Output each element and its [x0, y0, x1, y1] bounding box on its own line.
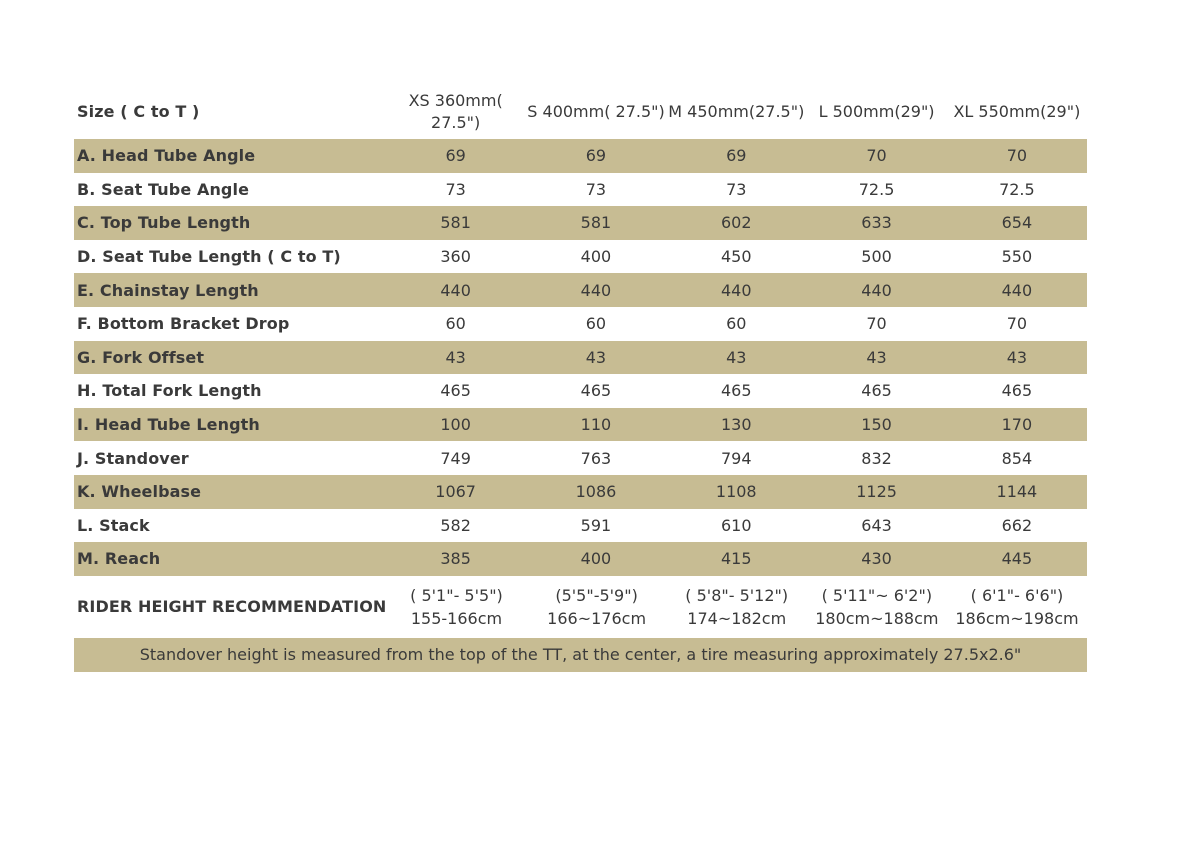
cell-value: 360 — [440, 247, 471, 267]
table-row — [74, 240, 1087, 274]
cell-value: 440 — [861, 280, 892, 300]
rider-height-imperial: (5'5"-5'9") — [555, 585, 638, 605]
cell-value: 43 — [445, 347, 466, 367]
cell-value: 43 — [866, 347, 887, 367]
table-row — [74, 542, 1087, 576]
cell-value: 440 — [440, 280, 471, 300]
rider-height-s — [527, 584, 667, 630]
cell-value: 385 — [440, 549, 471, 569]
row-label: E. Chainstay Length — [77, 280, 259, 300]
cell-value: 633 — [861, 213, 892, 233]
cell-value: 150 — [861, 415, 892, 435]
cell-value: 400 — [580, 247, 612, 267]
table-row — [74, 307, 1087, 341]
cell-value: 465 — [720, 381, 752, 401]
cell-value: 73 — [585, 179, 607, 199]
rider-height-metric: 174~182cm — [687, 608, 787, 628]
cell-value: 130 — [720, 415, 752, 435]
cell-value: 430 — [861, 549, 892, 569]
cell-value: 581 — [580, 213, 612, 233]
cell-value: 60 — [585, 314, 607, 334]
cell-value: 550 — [1001, 247, 1033, 267]
rider-height-metric: 186cm~198cm — [955, 608, 1079, 628]
row-label: H. Total Fork Length — [77, 381, 262, 401]
cell-value: 100 — [440, 415, 471, 435]
rider-height-m — [667, 584, 807, 630]
standover-note: Standover height is measured from the top of the TT, at the center, a tire measuring approximately 27.5x2.6" — [139, 645, 1022, 665]
table-row — [74, 206, 1087, 240]
cell-value: 72.5 — [858, 179, 895, 199]
size-l-header: L 500mm(29") — [818, 101, 935, 121]
cell-value: 110 — [580, 415, 612, 435]
cell-value: 832 — [861, 448, 892, 468]
cell-value: 500 — [861, 247, 892, 267]
size-xs-header: XS 360mm( 27.5") — [408, 90, 503, 132]
cell-value: 445 — [1001, 549, 1033, 569]
row-label: L. Stack — [77, 515, 150, 535]
table-row — [74, 408, 1087, 442]
cell-value: 60 — [726, 314, 747, 334]
cell-value: 440 — [580, 280, 612, 300]
cell-value: 602 — [720, 213, 752, 233]
cell-value: 794 — [720, 448, 752, 468]
row-label: C. Top Tube Length — [77, 213, 251, 233]
rider-height-label: RIDER HEIGHT RECOMMENDATION — [77, 597, 387, 617]
cell-value: 450 — [720, 247, 752, 267]
rider-height-imperial: ( 5'11"~ 6'2") — [821, 585, 933, 605]
cell-value: 582 — [440, 515, 471, 535]
cell-value: 1144 — [996, 482, 1038, 502]
row-label: J. Standover — [77, 448, 189, 468]
cell-value: 69 — [585, 146, 607, 166]
cell-value: 662 — [1001, 515, 1033, 535]
row-label: B. Seat Tube Angle — [77, 179, 250, 199]
cell-value: 70 — [866, 146, 887, 166]
rider-height-imperial: ( 5'8"- 5'12") — [685, 585, 789, 605]
cell-value: 60 — [445, 314, 466, 334]
cell-value: 1067 — [435, 482, 476, 502]
cell-value: 70 — [866, 314, 887, 334]
size-header-label: Size ( C to T ) — [77, 102, 200, 121]
cell-value: 643 — [861, 515, 892, 535]
row-label: K. Wheelbase — [77, 482, 202, 502]
cell-value: 465 — [440, 381, 471, 401]
cell-value: 465 — [1001, 381, 1033, 401]
cell-value: 749 — [440, 448, 471, 468]
rider-height-row — [74, 576, 1087, 638]
cell-value: 70 — [1006, 314, 1028, 334]
table-row — [74, 139, 1087, 173]
rider-height-metric: 180cm~188cm — [815, 608, 939, 628]
cell-value: 69 — [726, 146, 747, 166]
cell-value: 465 — [861, 381, 892, 401]
table-row — [74, 475, 1087, 509]
row-label: M. Reach — [77, 549, 161, 569]
cell-value: 72.5 — [999, 179, 1035, 199]
row-label: I. Head Tube Length — [77, 415, 260, 435]
cell-value: 591 — [580, 515, 612, 535]
cell-value: 1086 — [575, 482, 617, 502]
cell-value: 440 — [720, 280, 752, 300]
cell-value: 43 — [1006, 347, 1028, 367]
cell-value: 581 — [440, 213, 471, 233]
cell-value: 440 — [1001, 280, 1033, 300]
cell-value: 610 — [720, 515, 752, 535]
cell-value: 43 — [585, 347, 607, 367]
size-s-header: S 400mm( 27.5") — [527, 101, 665, 121]
cell-value: 654 — [1001, 213, 1033, 233]
cell-value: 465 — [580, 381, 612, 401]
size-m-header: M 450mm(27.5") — [668, 101, 805, 121]
rider-height-metric: 166~176cm — [547, 608, 647, 628]
rider-height-l — [807, 584, 947, 630]
cell-value: 69 — [445, 146, 466, 166]
row-label: D. Seat Tube Length ( C to T) — [77, 247, 341, 267]
rider-height-imperial: ( 5'1"- 5'5") — [410, 585, 503, 605]
table-row — [74, 273, 1087, 307]
cell-value: 73 — [726, 179, 747, 199]
table-row — [74, 509, 1087, 543]
cell-value: 763 — [580, 448, 612, 468]
table-row — [74, 173, 1087, 207]
table-row — [74, 374, 1087, 408]
row-label: F. Bottom Bracket Drop — [77, 314, 290, 334]
size-xl-header: XL 550mm(29") — [953, 101, 1081, 121]
cell-value: 415 — [720, 549, 752, 569]
geometry-table — [74, 84, 1087, 672]
cell-value: 73 — [445, 179, 466, 199]
row-label: G. Fork Offset — [77, 347, 205, 367]
rider-height-xl — [947, 584, 1087, 630]
rider-height-imperial: ( 6'1"- 6'6") — [970, 585, 1064, 605]
table-row — [74, 441, 1087, 475]
cell-value: 170 — [1001, 415, 1033, 435]
cell-value: 854 — [1001, 448, 1033, 468]
cell-value: 1125 — [856, 482, 897, 502]
table-row — [74, 341, 1087, 375]
row-label: A. Head Tube Angle — [77, 146, 256, 166]
cell-value: 43 — [726, 347, 747, 367]
cell-value: 70 — [1006, 146, 1028, 166]
rider-height-xs — [386, 584, 526, 630]
standover-note-row — [74, 638, 1087, 672]
cell-value: 1108 — [715, 482, 757, 502]
table-header-row — [74, 84, 1087, 139]
cell-value: 400 — [580, 549, 612, 569]
rider-height-metric: 155-166cm — [410, 608, 503, 628]
